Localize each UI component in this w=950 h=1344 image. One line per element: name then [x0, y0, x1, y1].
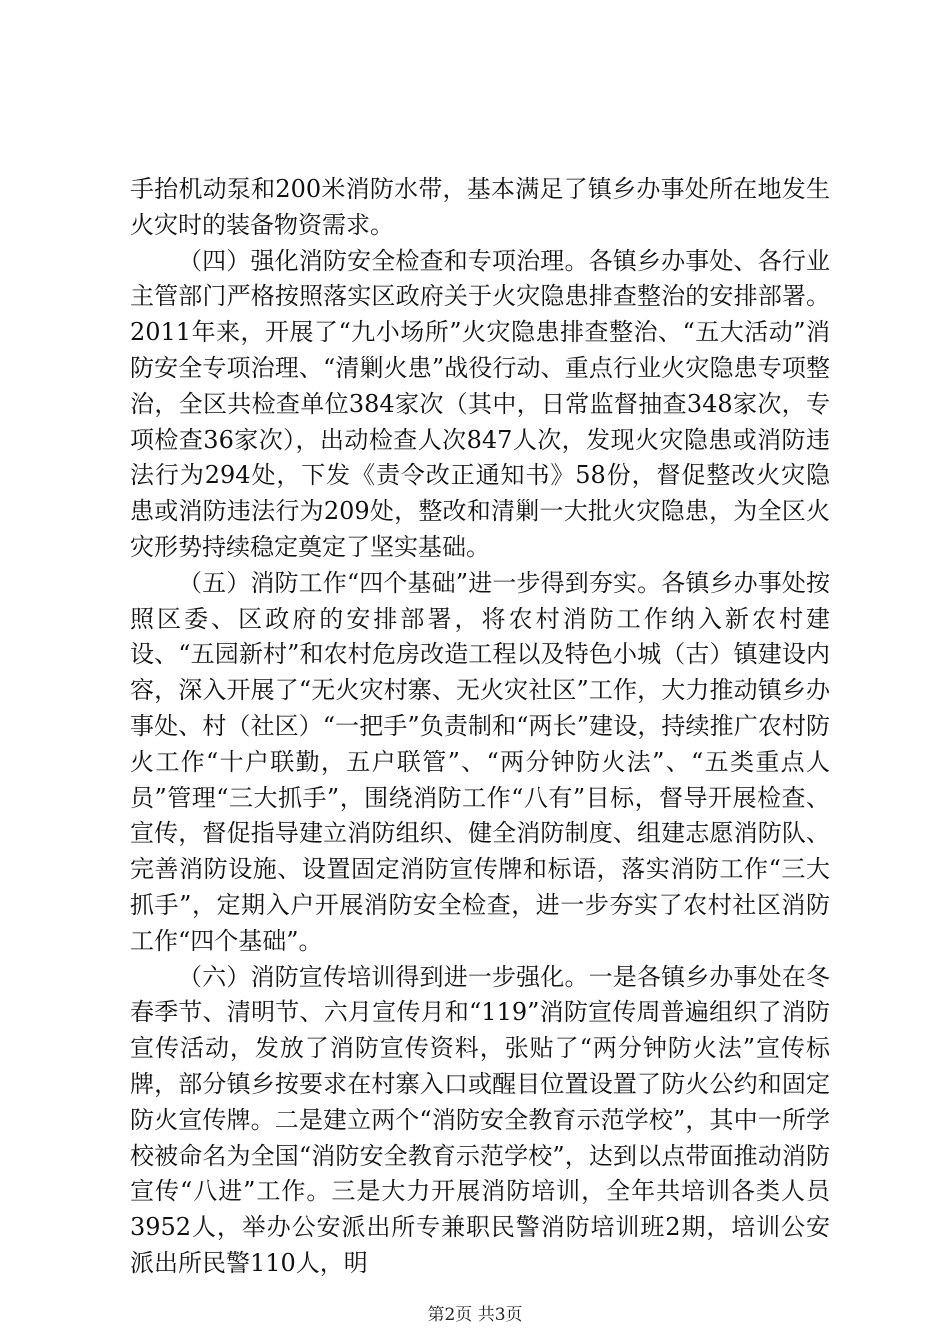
paragraph-section-5: （五）消防工作“四个基础”进一步得到夯实。各镇乡办事处按照区委、区政府的安排部署，将农村消防工作纳入新农村建设、“五园新村”和农村危房改造工程以及特色小城（古）镇建设内容，深入开展了“无火灾村寨、无火灾社区”工作，大力推动镇乡办事处、村（社区）“一把手”负责制和“两长”建设，持续推广农村防火工作“十户联勤，五户联管”、“两分钟防火法”、“五类重点人员”管理“三大抓手”，围绕消防工作“八有”目标，督导开展检查、宣传，督促指导建立消防组织、健全消防制度、组建志愿消防队、完善消防设施、设置固定消防宣传牌和标语，落实消防工作“三大抓手”，定期入户开展消防安全检查，进一步夯实了农村社区消防工作“四个基础”。: [130, 568, 830, 955]
paragraph-section-4: （四）强化消防安全检查和专项治理。各镇乡办事处、各行业主管部门严格按照落实区政府关于火灾隐患排查整治的安排部署。2011年来，开展了“九小场所”火灾隐患排查整治、“五大活动”消防安全专项治理、“清剿火患”战役行动、重点行业火灾隐患专项整治，全区共检查单位384家次（其中，日常监督抽查348家次，专项检查36家次），出动检查人次847人次，发现火灾隐患或消防违法行为294处，下发《责令改正通知书》58份，督促整改火灾隐患或消防违法行为209处，整改和清剿一大批火灾隐患，为全区火灾形势持续稳定奠定了坚实基础。: [130, 246, 830, 561]
body-text: [130, 172, 830, 1282]
paragraph-section-6: （六）消防宣传培训得到进一步强化。一是各镇乡办事处在冬春季节、清明节、六月宣传月和“119”消防宣传周普遍组织了消防宣传活动，发放了消防宣传资料，张贴了“两分钟防火法”宣传标牌，部分镇乡按要求在村寨入口或醒目位置设置了防火公约和固定防火宣传牌。二是建立两个“消防安全教育示范学校”，其中一所学校被命名为全国“消防安全教育示范学校”，达到以点带面推动消防宣传“八进”工作。三是大力开展消防培训，全年共培训各类人员3952人，举办公安派出所专兼职民警消防培训班2期，培训公安派出所民警110人，明: [130, 962, 830, 1277]
page-footer: 第2页 共3页: [427, 1305, 523, 1325]
paragraph-continuation: 手抬机动泵和200米消防水带，基本满足了镇乡办事处所在地发生火灾时的装备物资需求。: [130, 175, 830, 239]
